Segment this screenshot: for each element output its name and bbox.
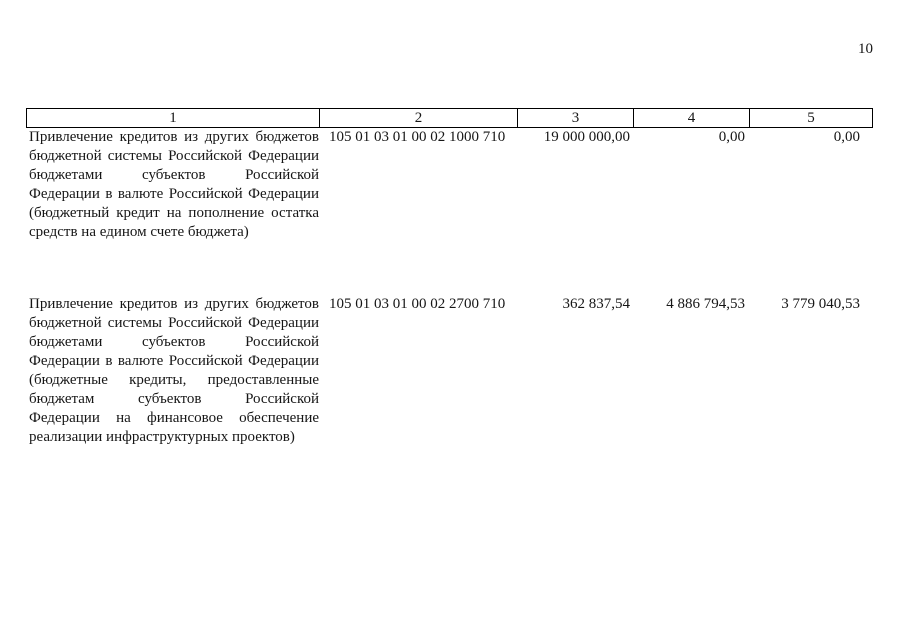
amount-column-4: 4 886 794,53 bbox=[666, 296, 745, 312]
page-number: 10 bbox=[858, 41, 873, 57]
description-line: бюджетами субъектов Российской bbox=[29, 334, 319, 350]
description-line: Федерации в валюте Российской Федерации bbox=[29, 186, 319, 202]
description-line: Привлечение кредитов из других бюджетов bbox=[29, 296, 319, 312]
column-header-5: 5 bbox=[749, 108, 873, 128]
description-line: бюджетной системы Российской Федерации bbox=[29, 148, 319, 164]
description-line: бюджетам субъектов Российской bbox=[29, 391, 319, 407]
description-line: бюджетной системы Российской Федерации bbox=[29, 315, 319, 331]
column-header-3: 3 bbox=[517, 108, 633, 128]
description-line: средств на едином счете бюджета) bbox=[29, 224, 249, 240]
amount-column-5: 0,00 bbox=[833, 129, 860, 145]
table-header-row bbox=[26, 108, 873, 128]
description-line: Привлечение кредитов из других бюджетов bbox=[29, 129, 319, 145]
table-row bbox=[26, 128, 873, 295]
budget-table bbox=[26, 108, 873, 447]
description-line: реализации инфраструктурных проектов) bbox=[29, 429, 295, 445]
amount-column-4: 0,00 bbox=[718, 129, 745, 145]
amount-column-3: 362 837,54 bbox=[562, 296, 630, 312]
row-description bbox=[26, 295, 319, 447]
budget-classification-code: 105 01 03 01 00 02 1000 710 bbox=[329, 129, 506, 145]
description-line: бюджетами субъектов Российской bbox=[29, 167, 319, 183]
column-header-4: 4 bbox=[633, 108, 749, 128]
table-row bbox=[26, 295, 873, 447]
amount-column-3: 19 000 000,00 bbox=[543, 129, 630, 145]
amount-column-5: 3 779 040,53 bbox=[781, 296, 860, 312]
description-line: Федерации на финансовое обеспечение bbox=[29, 410, 319, 426]
budget-classification-code: 105 01 03 01 00 02 2700 710 bbox=[329, 296, 506, 312]
description-line: Федерации в валюте Российской Федерации bbox=[29, 353, 319, 369]
description-line: (бюджетный кредит на пополнение остатка bbox=[29, 205, 319, 221]
column-header-2: 2 bbox=[319, 108, 517, 128]
description-line: (бюджетные кредиты, предоставленные bbox=[29, 372, 319, 388]
row-description bbox=[26, 128, 319, 295]
column-header-1: 1 bbox=[26, 108, 319, 128]
